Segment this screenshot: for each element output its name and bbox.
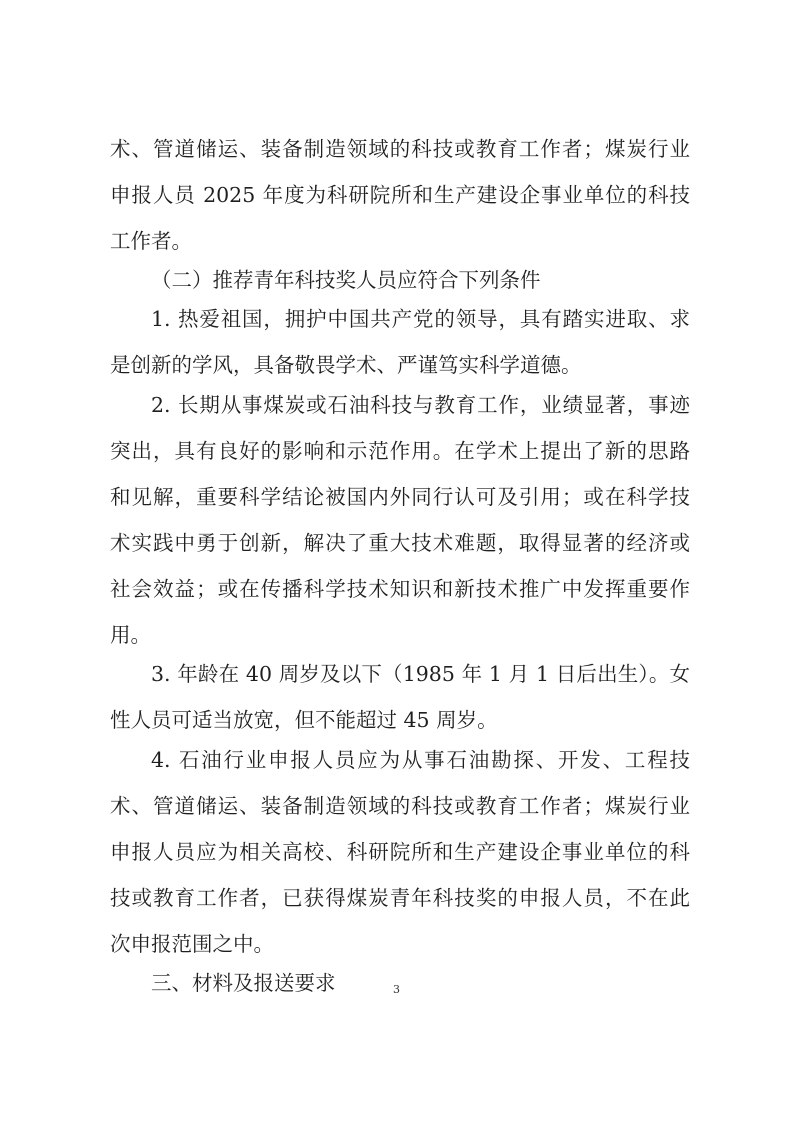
- text-line: 术、管道储运、装备制造领域的科技或教育工作者；煤炭行业: [110, 137, 690, 161]
- text-line: 申报人员 2025 年度为科研院所和生产建设企事业单位的科技: [110, 183, 690, 207]
- text-line: 术、管道储运、装备制造领域的科技或教育工作者；煤炭行业: [110, 794, 690, 818]
- text-line: 和见解，重要科学结论被国内外同行认可及引用；或在科学技: [110, 485, 690, 509]
- page-number: 3: [393, 983, 400, 996]
- text-line: 4. 石油行业申报人员应为从事石油勘探、开发、工程技: [151, 748, 690, 772]
- text-line: 1. 热爱祖国，拥护中国共产党的领导，具有踏实进取、求: [151, 307, 690, 331]
- text-line: 术实践中勇于创新，解决了重大技术难题，取得显著的经济或: [110, 531, 690, 555]
- text-line: 是创新的学风，具备敬畏学术、严谨笃实科学道德。: [110, 353, 582, 377]
- text-line: 3. 年龄在 40 周岁及以下（1985 年 1 月 1 日后出生）。女: [151, 662, 690, 686]
- text-line: 申报人员应为相关高校、科研院所和生产建设企事业单位的科: [110, 840, 690, 864]
- text-line: 用。: [110, 623, 151, 647]
- section-heading: （二）推荐青年科技奖人员应符合下列条件: [151, 268, 541, 292]
- text-line: 社会效益；或在传播科学技术知识和新技术推广中发挥重要作: [110, 577, 690, 601]
- text-line: 技或教育工作者，已获得煤炭青年科技奖的申报人员，不在此: [110, 886, 690, 910]
- text-line: 次申报范围之中。: [110, 932, 274, 956]
- section-heading: 三、材料及报送要求: [151, 971, 336, 995]
- text-line: 工作者。: [110, 229, 192, 253]
- text-line: 突出，具有良好的影响和示范作用。在学术上提出了新的思路: [110, 439, 690, 463]
- text-line: 2. 长期从事煤炭或石油科技与教育工作，业绩显著，事迹: [151, 393, 690, 417]
- text-line: 性人员可适当放宽，但不能超过 45 周岁。: [110, 708, 498, 732]
